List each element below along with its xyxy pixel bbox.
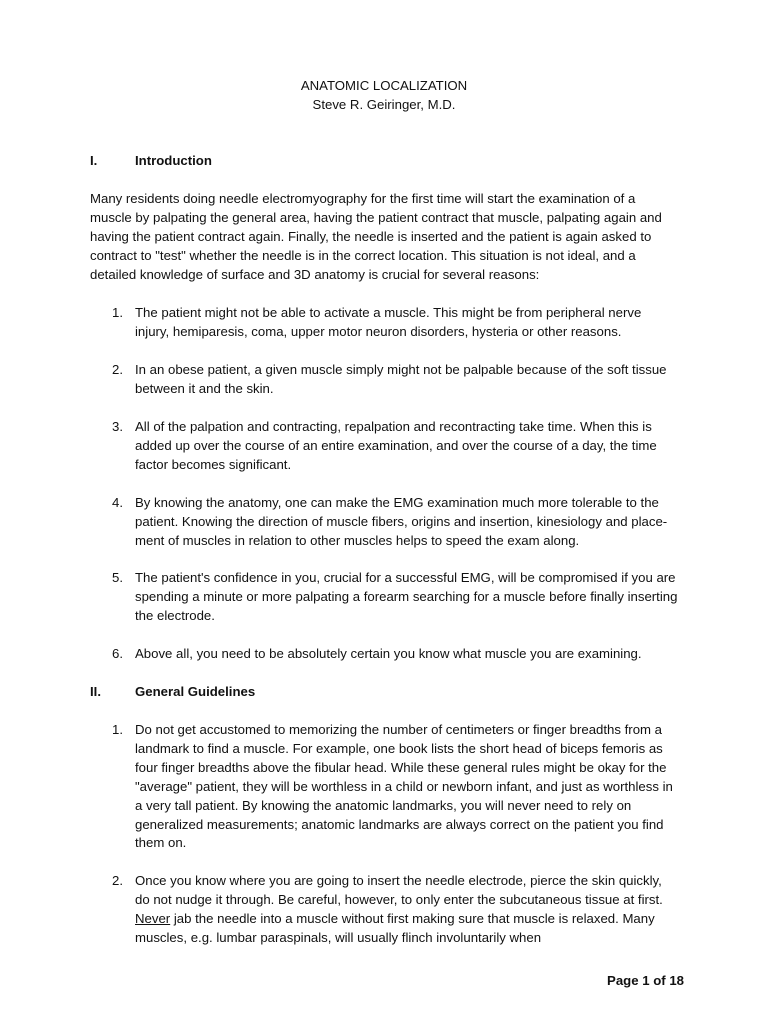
list-item-text: Do not get accustomed to memorizing the number of centimeters or finger breadths from a landmark to find a muscle. For example, one book lists the short head of biceps femoris as four finger breadths above the fibular head. While these general rules might be okay for the "average" patient, they will be worthless in a child or newborn infant, and just as worthless in a very tall patient. By knowing the anatomic landmarks, you will never need to rely on generalized measurements; anatomic landmarks are always correct on the patient you find them on. [135, 722, 673, 851]
list-item-number: 1. [112, 305, 123, 320]
document-author: Steve R. Geiringer, M.D. [312, 97, 456, 112]
list-item-text: The patient's confidence in you, crucial for a successful EMG, will be compromised if you are spending a minute or more palpating a forearm searching for a muscle before finally inserting the electrode. [135, 570, 678, 623]
document-title: ANATOMIC LOCALIZATION [300, 78, 468, 93]
list-item-number: 2. [112, 362, 123, 377]
list-item-text: Above all, you need to be absolutely certain you know what muscle you are examining. [135, 646, 642, 661]
list-item-text: By knowing the anatomy, one can make the EMG examination much more tolerable to the patient. Knowing the direction of muscle fibers, origins and insertion, kinesiology and place-ment of muscles in relation to other muscles helps to speed the exam along. [135, 495, 668, 548]
list-item [90, 645, 678, 664]
section-label: Introduction [135, 153, 212, 168]
list-item [90, 721, 678, 853]
list-item [90, 304, 678, 342]
list-item-number: 5. [112, 570, 123, 585]
emphasis-never: Never [135, 910, 171, 926]
list-item-number: 4. [112, 495, 123, 510]
list-item [90, 361, 678, 399]
list-item-number: 2. [112, 873, 123, 888]
list-item-text-part: Once you know where you are going to insert the needle electrode, pierce the skin quickly, do not nudge it through. Be careful, however, to only enter the subcutaneous tissue at first. [135, 873, 663, 907]
list-item-text [135, 872, 678, 948]
page-number-footer: Page 1 of 18 [607, 973, 684, 988]
list-item [90, 872, 678, 948]
list-item [90, 569, 678, 626]
section-heading-general-guidelines [90, 683, 255, 702]
list-item-number: 3. [112, 419, 123, 434]
list-item [90, 418, 678, 475]
list-item [90, 494, 678, 551]
list-item-number: 6. [112, 646, 123, 661]
intro-paragraph: Many residents doing needle electromyography for the first time will start the examination of a muscle by palpating the general area, having the patient contract that muscle, palpating again and having the patient contract again. Finally, the needle is inserted and the patient is again asked to contract to "test" whether the needle is in the correct location. This situation is not ideal, and a detailed knowledge of surface and 3D anatomy is crucial for several reasons: [90, 191, 662, 282]
list-item-text: The patient might not be able to activate a muscle. This might be from peripheral nerve injury, hemiparesis, coma, upper motor neuron disorders, hysteria or other reasons. [135, 305, 642, 339]
section-number: II. [90, 684, 101, 699]
section-heading-introduction [90, 152, 212, 171]
list-item-text: In an obese patient, a given muscle simply might not be palpable because of the soft tissue between it and the skin. [135, 362, 667, 396]
list-item-text-part: jab the needle into a muscle without first making sure that muscle is relaxed. Many muscles, e.g. lumbar paraspinals, will usually flinch involuntarily when [135, 910, 655, 945]
list-item-text: All of the palpation and contracting, repalpation and recontracting take time. When this is added up over the course of an entire examination, and over the course of a day, the time factor becomes significant. [135, 419, 657, 472]
list-item-number: 1. [112, 722, 123, 737]
section-label: General Guidelines [135, 684, 256, 699]
section-number: I. [90, 153, 98, 168]
title-block [0, 77, 768, 115]
